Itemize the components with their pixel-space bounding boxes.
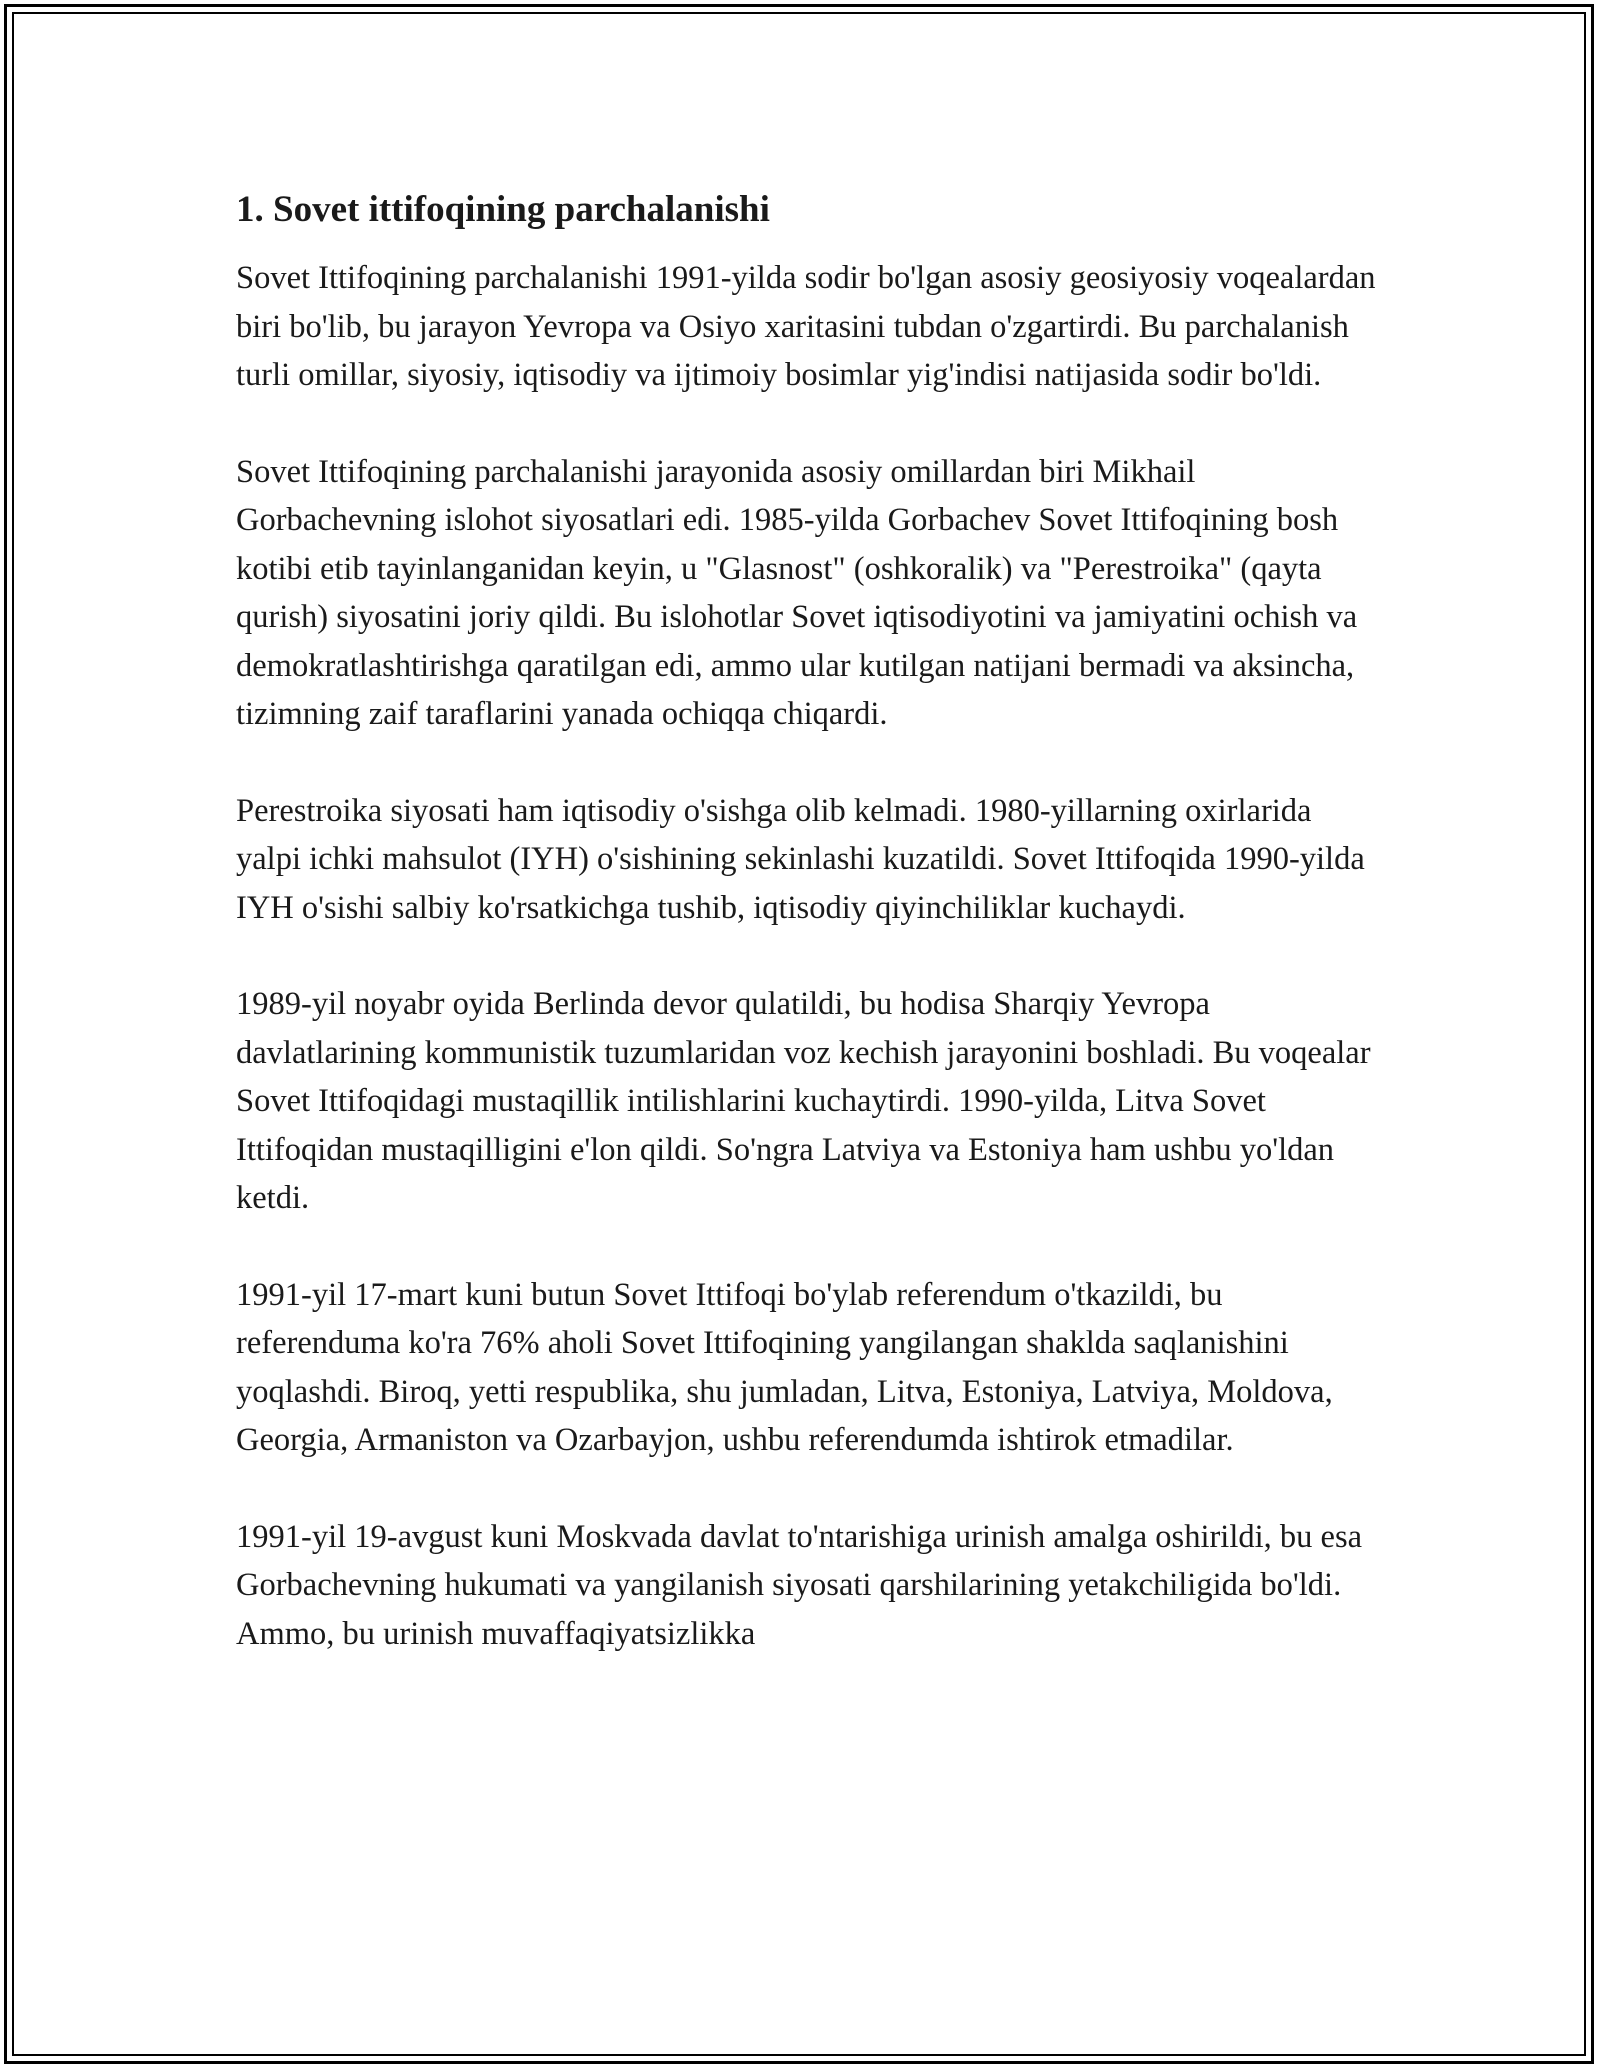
section-title: 1. Sovet ittifoqining parchalanishi: [236, 189, 770, 230]
paragraph-4: 1989-yil noyabr oyida Berlinda devor qulatildi, bu hodisa Sharqiy Yevropa davlatlarining kommunistik tuzumlaridan voz kechish jarayonini boshladi. Bu voqealar Sovet Ittifoqidagi mustaqillik intilishlarini kuchaytirdi. 1990-yilda, Litva Sovet Ittifoqidan mustaqilligini e'lon qildi. So'ngra Latviya va Estoniya ham ushbu yo'ldan ketdi.: [236, 986, 1371, 1216]
paragraph-1: Sovet Ittifoqining parchalanishi 1991-yilda sodir bo'lgan asosiy geosiyosiy voqealardan biri bo'lib, bu jarayon Yevropa va Osiyo xaritasini tubdan o'zgartirdi. Bu parchalanish turli omillar, siyosiy, iqtisodiy va ijtimoiy bosimlar yig'indisi natijasida sodir bo'ldi.: [236, 260, 1376, 393]
paragraph-3: Perestroika siyosati ham iqtisodiy o'sishga olib kelmadi. 1980-yillarning oxirlarida yalpi ichki mahsulot (IYH) o'sishining sekinlashi kuzatildi. Sovet Ittifoqida 1990-yilda IYH o'sishi salbiy ko'rsatkichga tushib, iqtisodiy qiyinchiliklar kuchaydi.: [236, 792, 1365, 926]
paragraph-2: Sovet Ittifoqining parchalanishi jarayonida asosiy omillardan biri Mikhail Gorbachevning islohot siyosatlari edi. 1985-yilda Gorbachev Sovet Ittifoqining bosh kotibi etib tayinlanganidan keyin, u "Glasnost" (oshkoralik) va "Perestroika" (qayta qurish) siyosatini joriy qildi. Bu islohotlar Sovet iqtisodiyotini va jamiyatini ochish va demokratlashtirishga qaratilgan edi, ammo ular kutilgan natijani bermadi va aksincha, tizimning zaif taraflarini yanada ochiqqa chiqardi.: [236, 453, 1358, 732]
paragraph-5: 1991-yil 17-mart kuni butun Sovet Ittifoqi bo'ylab referendum o'tkazildi, bu referenduma ko'ra 76% aholi Sovet Ittifoqining yangilangan shaklda saqlanishini yoqlashdi. Biroq, yetti respublika, shu jumladan, Litva, Estoniya, Latviya, Moldova, Georgia, Armaniston va Ozarbayjon, ushbu referendumda ishtirok etmadilar.: [236, 1276, 1333, 1458]
document-body: [236, 186, 1376, 1706]
paragraph-6: 1991-yil 19-avgust kuni Moskvada davlat to'ntarishiga urinish amalga oshirildi, bu esa Gorbachevning hukumati va yangilanish siyosati qarshilarining yetakchiligida bo'ldi. Ammo, bu urinish muvaffaqiyatsizlikka: [236, 1518, 1363, 1652]
